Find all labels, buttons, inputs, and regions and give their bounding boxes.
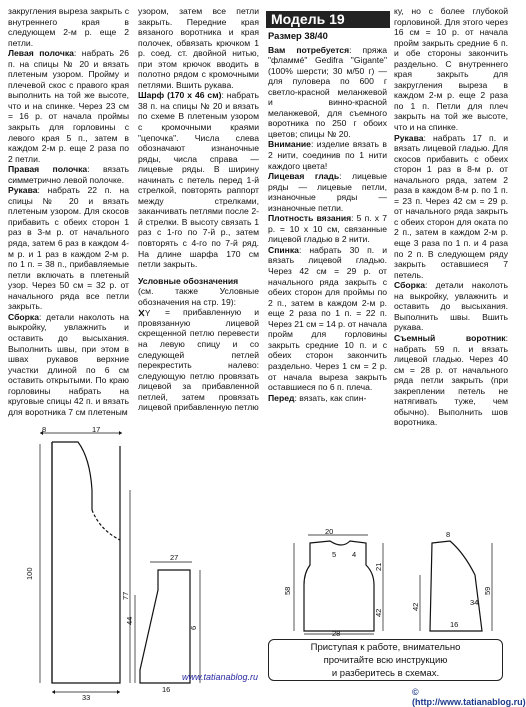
text-column-1 (8, 6, 129, 417)
stitch-paragraph (268, 171, 387, 213)
dim-label: 34 (470, 598, 479, 607)
dim-label: 28 (332, 629, 341, 638)
dim-label: 21 (374, 562, 383, 571)
section-text: : 5 п. х 7 р. = 10 х 10 см, связанные лицевой гладью в 2 нити. (268, 213, 387, 245)
section-text: : пряжа "фламмé" Gedifra "Gigante" (100% шерсти; 30 м/50 г) — для пуловера по 600 г светло-красной меланжевой и винно-красной меланжевой, для съемного воротника по 250 г обоих цветов; спицы № 20. (268, 44, 388, 139)
legend-title (138, 276, 259, 287)
paragraph: ку, но с более глубокой горловиной. Для этого через 16 см = 10 р. от начала пройм закрыть средние 6 п. и обе стороны закончить раздельно. С внутреннего края закрыть для закругления выреза в каждом 2-м р. еще 2 раза по 1 п. Петли для плеч закрыть на той же высоте, что и на спинке. (394, 6, 508, 133)
gauge-paragraph (268, 213, 387, 245)
section-text: : изделие вязать в 2 нити, соединив по 1 нити каждого цвета! (268, 139, 387, 171)
warning-note (268, 639, 503, 681)
collar-paragraph (394, 333, 508, 428)
legend-paragraph (138, 307, 259, 412)
legend-subtitle: (см. также Условные обозначения на стр. 19): (138, 286, 259, 307)
section-title: Условные обозначения (138, 275, 239, 286)
materials-paragraph (268, 45, 387, 140)
dim-label: 16 (450, 620, 459, 629)
dim-label: 77 (121, 591, 130, 600)
dim-label: 5 (332, 550, 337, 559)
dim-label: 44 (125, 616, 134, 625)
section-title: Перед (268, 392, 295, 403)
size-heading: Размер 38/40 (268, 30, 328, 41)
section-text: : набрать 26 п. на спицы № 20 и вязать плетеным узором. Пройму и плечевой скос с правого края выполнить на той же высоте, что и на спинке. Через 23 см = 16 р. от начала проймы закрыть для горловины с левого края 5 п., затем в каждом 2-м р. еще 2 раза по 2 петли. (8, 48, 129, 164)
front-piece-outline (52, 442, 120, 683)
dim-label: 8 (446, 530, 451, 539)
dim-label: 100 (25, 567, 34, 580)
dim-label: 59 (483, 586, 492, 595)
section-title: Вам потребуется (268, 44, 350, 55)
section-title: Съемный воротник (394, 332, 506, 343)
section-text: : набрать 59 п. и вязать лицевой гладью. Через 40 см = 28 р. от начального ряда петли закрыть (при закреплении петель не натягивать туже, чем обычно). Выполнить шов воротника. (394, 332, 508, 428)
text-column-3 (268, 6, 387, 403)
dim-label: 20 (325, 527, 334, 536)
sleeves-paragraph (394, 133, 508, 281)
back-paragraph (268, 245, 387, 393)
section-title: Сборка (8, 311, 39, 322)
note-line: и разберитесь в схемах. (331, 668, 440, 679)
right-pattern-diagram (270, 527, 513, 635)
assembly-paragraph (8, 312, 129, 417)
section-text: : набрать 38 п. на спицы № 20 и вязать по схеме В плетеным узором с кромочными краями "цепочка". Числа слева обозначают изнаночные ряды, числа справа — лицевые ряды. В ширину начинать с петель перед 1-й стрелкой, повторять раппорт между стрелками, заканчивать петлями после 2-й стрелки. В высоту связать 1 раз с 1-го по 7-й р., затем повторять с 4-го по 7-й ряд. На длине шарфа 170 см петли закрыть. (138, 90, 259, 270)
section-title: Левая полочка (8, 48, 74, 59)
section-text: : набрать 30 п. и вязать лицевой гладью. Через 42 см = 29 р. от начального ряда закрыть с обеих сторон для проймы по 2 п., затем в каждом 2-м р. еще 2 раза по 1 п. = 22 п. Через 21 см = 14 р. от начала пройм для горловины закрыть средние 10 п. и с обеих сторон закончить раздельно. Через 1 см = 2 р. от начала выреза закрыть оставшиеся по 6 п. плеча. (268, 244, 387, 393)
dim-label: 27 (170, 553, 179, 562)
note-line: Приступая к работе, внимательно (310, 642, 461, 653)
dim-label: 8 (42, 425, 47, 434)
dim-label: 42 (411, 602, 420, 611)
section-title: Внимание (268, 139, 311, 150)
sleeve-outline (430, 541, 482, 631)
section-text: : набрать 22 п. на спицы № 20 и вязать плетеным узором. Для скосов прибавить с обеих сторон 1 раз в 3-м р. от начального ряда, затем 6 раз в каждом 4-м р. и 1 раз в каждом 2-м р. по 1 п. = 38 п., прибавляемые петли включать в плетеный узор. Через 50 см = 32 р. от начального ряда все петли закрыть. (8, 185, 129, 312)
assembly-paragraph (394, 280, 508, 333)
section-text: : вязать, как спин- (294, 392, 367, 403)
text-column-2 (138, 6, 259, 413)
svg-text:Y: Y (145, 309, 151, 319)
model-title: Модель 19 (266, 11, 390, 28)
sleeves-paragraph (8, 185, 129, 312)
back-bottom-label (300, 628, 380, 638)
right-front-paragraph (8, 164, 129, 185)
section-title: Рукава (394, 132, 424, 143)
left-front-paragraph (8, 48, 129, 164)
section-title: Рукава (8, 185, 38, 196)
paragraph: закругления выреза закрыть с внутреннего края в следующем 2-м р. еще 2 петли. (8, 6, 129, 48)
paragraph: узором, затем все петли закрыть. Передние края вязаного воротника и края полочек, обвязать крючком 1 р. соед. ст. двойной нитью, при этом крючок вводить в полотно рядом с кромочными петлями. Вшить рукава. (138, 6, 259, 90)
watermark: © (http://www.tatianablog.ru) (412, 687, 526, 707)
section-text: : вязать симметрично левой полочке. (8, 164, 130, 185)
dim-label: 17 (92, 425, 101, 434)
section-text: : детали наколоть на выкройку, увлажнить и оставить до высыхания. Выполнить швы. Вшить рукава. (394, 280, 508, 333)
back-piece-outline (304, 541, 374, 631)
scarf-paragraph (138, 90, 259, 269)
section-text: = прибавленную и провязанную лицевой скрещенной петлю перевести на левую спицу и со следующей петлей перекрестить налево: следующую петлю провязать лицевой за прибавленной петлей, затем провязать лицевой прибавленную петлю (138, 307, 259, 413)
cross-stitch-symbol-icon (138, 309, 152, 317)
section-title: Лицевая гладь (268, 171, 340, 182)
section-title: Спинка (268, 244, 299, 255)
left-pattern-diagram (0, 425, 260, 702)
dim-label: 4 (352, 550, 357, 559)
dim-label: 58 (283, 586, 292, 595)
note-line: прочитайте всю инструкцию (323, 655, 448, 666)
section-text: : набрать 17 п. и вязать лицевой гладью. Для скосов прибавить с обеих сторон 1 раз в 8-м р. от начального ряда, затем 2 раза в каждом 8-м р. по 1 п. = 23 п. Через 42 см = 29 р. от начального ряда закрыть с обеих сторон для оката по 2 п., затем в каждом 2-м р. еще 3 раза по 1 п. и 4 раза по 2 п. В следующем ряду закрыть оставшиеся 7 петель. (394, 132, 508, 280)
front-paragraph (268, 393, 387, 404)
section-title: Сборка (394, 280, 425, 291)
dim-label: 42 (374, 608, 383, 617)
dim-label: 16 (162, 685, 171, 694)
section-text: : детали наколоть на выкройку, увлажнить и оставить до высыхания. Выполнить швы, при этом в швах рукавов верхние участки длиной по 6 см оставить открытыми. По краю горловины набрать на круговые спицы 42 п. и вязать для воротника 7 см плетеным (8, 311, 129, 417)
attention-paragraph (268, 139, 387, 171)
section-text: : лицевые ряды — лицевые петли, изнаночные ряды — изнаночные петли. (268, 171, 387, 213)
dim-label: 6 (189, 625, 198, 630)
text-column-4 (394, 6, 508, 428)
watermark: www.tatianablog.ru (182, 672, 259, 682)
section-title: Правая полочка (8, 164, 88, 175)
dim-label: 33 (82, 693, 91, 702)
sleeve-outline (140, 570, 190, 683)
section-title: Шарф (170 х 46 см) (138, 90, 222, 101)
section-title: Плотность вязания (268, 213, 352, 224)
